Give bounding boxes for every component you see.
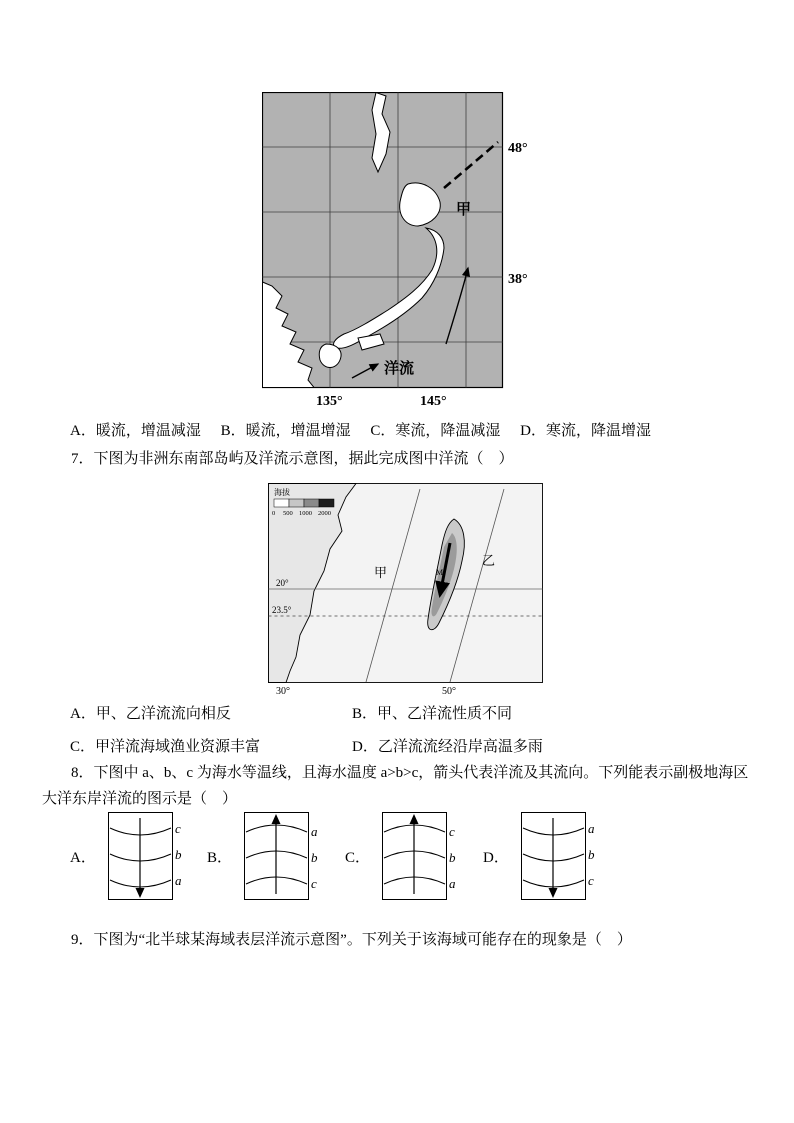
region-jia-label: 甲 <box>456 202 472 218</box>
isotherm-letter: c <box>174 821 181 836</box>
legend-tick-1000: 1000 <box>299 510 312 517</box>
q6-option-c: C．寒流，降温减湿 <box>370 423 501 439</box>
q8-diagram-b <box>207 812 324 900</box>
q7-option-d: D．乙洋流流经沿岸高温多雨 <box>352 739 543 755</box>
isotherm-letter: b <box>311 850 318 865</box>
madagascar-map-figure <box>268 483 543 697</box>
q7-option-a: A．甲、乙洋流流向相反 <box>70 706 231 722</box>
japan-current-map <box>262 92 554 419</box>
q8-diagram-a-figure <box>108 812 188 900</box>
q8-stem: 8．下图中 a、b、c 为海水等温线，且海水温度 a>b>c，箭头代表洋流及其流向。下列能表示副极地海区大洋东岸洋流的图示是（ ） <box>42 765 749 807</box>
kyushu-island <box>319 344 341 368</box>
q6-option-b: B．暖流，增温增湿 <box>220 423 351 439</box>
longitude-30-label: 30° <box>276 686 290 697</box>
legend-tick-500: 500 <box>283 510 293 517</box>
q8-diagram-c <box>345 812 462 900</box>
japan-map-figure <box>262 92 554 414</box>
q8-diagram-b-label: B． <box>207 849 233 866</box>
current-text-label: 洋流 <box>384 361 415 377</box>
q8-diagram-d-label: D． <box>483 849 509 866</box>
isotherm-letter: c <box>587 873 594 888</box>
q8-diagram-d-figure <box>521 812 601 900</box>
q8-diagram-c-label: C． <box>345 849 371 866</box>
isotherm-letter: b <box>174 847 182 862</box>
q7-option-c: C．甲洋流海域渔业资源丰富 <box>70 739 261 755</box>
q7-stem: 7．下图为非洲东南部岛屿及洋流示意图，据此完成图中洋流（ ） <box>71 451 514 467</box>
madagascar-current-map <box>268 483 543 702</box>
q8-diagram-c-figure <box>382 812 462 900</box>
legend-tick-0: 0 <box>272 510 276 517</box>
isotherm-letter: a <box>449 876 456 891</box>
legend-tick-2000: 2000 <box>318 510 331 517</box>
isotherm-letter: a <box>174 873 182 888</box>
q6-option-d: D．寒流，降温增湿 <box>520 423 651 439</box>
latitude-20-label: 20° <box>276 578 289 588</box>
q7-option-b: B．甲、乙洋流性质不同 <box>352 706 513 722</box>
q8-diagram-a-label: A． <box>70 849 96 866</box>
isotherm-letter: c <box>449 824 455 839</box>
q8-diagram-d <box>483 812 601 900</box>
q8-diagram-b-figure <box>244 812 324 900</box>
current-jia-label: 甲 <box>374 565 388 580</box>
tropic-capricorn-label: 23.5° <box>272 605 292 615</box>
q9-stem: 9．下图为“北半球某海域表层洋流示意图”。下列关于该海域可能存在的现象是（ ） <box>71 932 632 948</box>
peak-m-label: M <box>436 568 444 577</box>
q6-option-a: A．暖流，增温减湿 <box>70 423 201 439</box>
q8-diagram-a <box>70 812 188 900</box>
longitude-145-label: 145° <box>420 394 447 409</box>
latitude-38-label: 38° <box>508 272 528 287</box>
longitude-135-label: 135° <box>316 394 343 409</box>
current-yi-label: 乙 <box>482 553 496 568</box>
latitude-48-label: 48° <box>508 141 528 156</box>
isotherm-letter: c <box>311 876 317 891</box>
isotherm-letter: b <box>449 850 456 865</box>
longitude-50-label: 50° <box>442 686 456 697</box>
legend-title: 海拔 <box>274 488 290 497</box>
isotherm-letter: b <box>587 847 595 862</box>
q6-options-line <box>70 419 667 440</box>
isotherm-letter: a <box>311 824 318 839</box>
isotherm-letter: a <box>587 821 595 836</box>
